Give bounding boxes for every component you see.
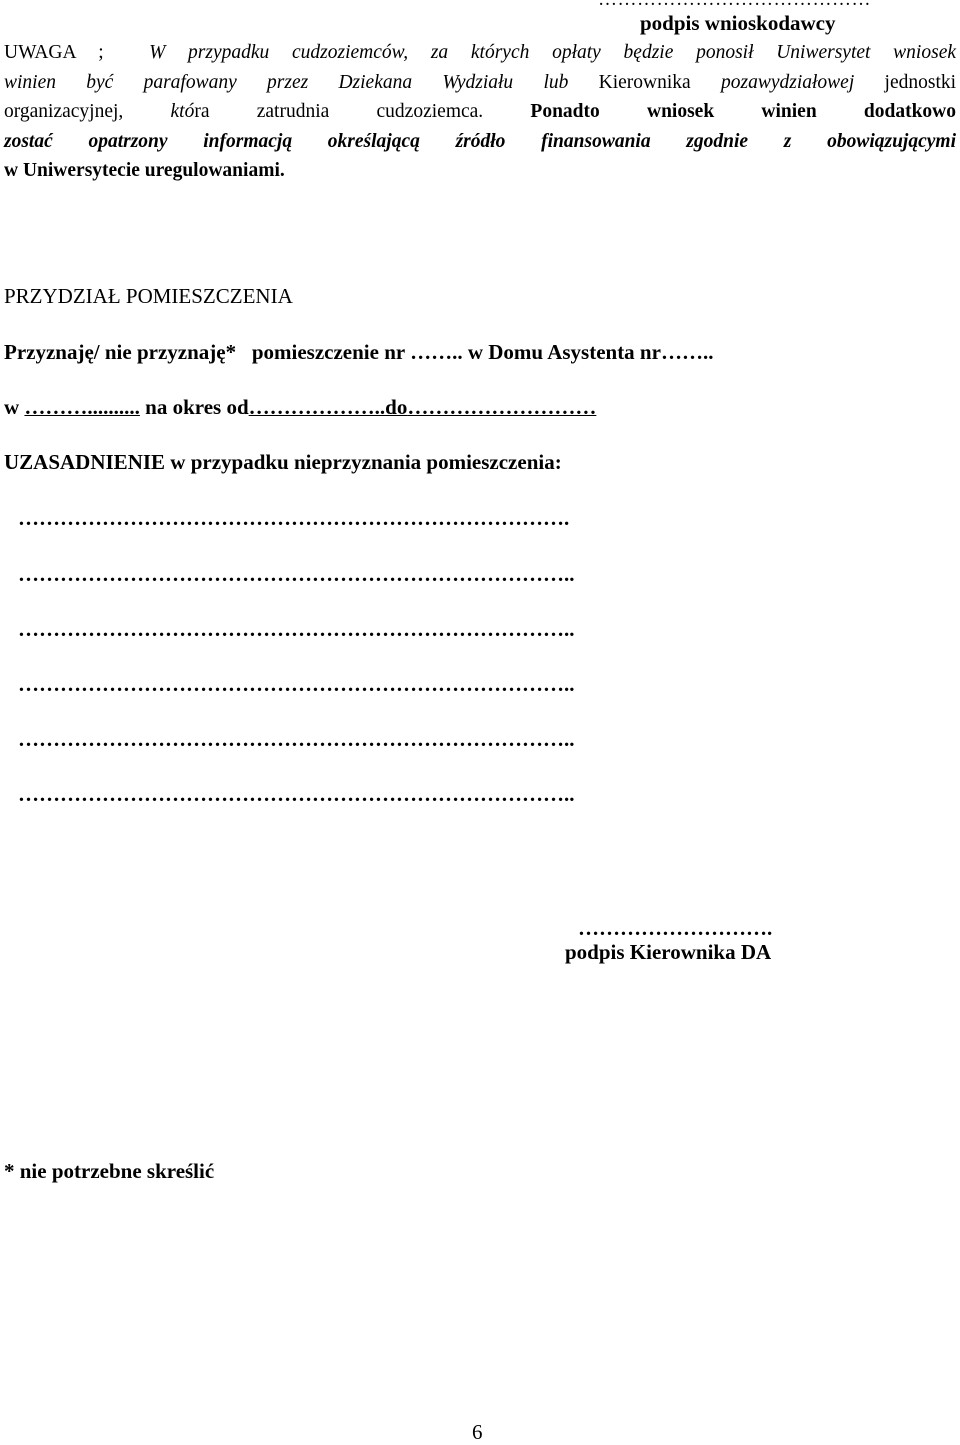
note-text-3e: Ponadto wniosek winien dodatkowo	[530, 101, 957, 122]
note-text-2b: Kierownika	[598, 71, 691, 93]
applicant-signature-label: podpis wnioskodawcy	[640, 11, 836, 35]
note-paragraph	[4, 38, 956, 186]
justification-line: ……………………………………………………………………..	[18, 782, 575, 806]
allocation-line-1	[4, 340, 713, 365]
note-line-2	[4, 68, 956, 98]
justification-line: ……………………………………………………………………..	[18, 617, 575, 641]
assistant-house-label: …….. w Domu Asystenta nr	[410, 340, 661, 364]
justification-line: ……………………………………………………………………..	[18, 562, 575, 586]
note-text-3a: organizacyjnej,	[4, 101, 124, 122]
location-label: w	[4, 395, 20, 419]
justification-title: UZASADNIENIE w przypadku nieprzyznania pomieszczenia:	[4, 450, 562, 474]
manager-signature-label: podpis Kierownika DA	[565, 940, 772, 964]
note-text-3b: któ	[170, 101, 195, 122]
period-to-field: ………………………	[407, 395, 597, 419]
grant-option-text: Przyznaję/ nie przyznaję*	[4, 340, 237, 364]
room-number-label: pomieszczenie nr	[251, 340, 405, 364]
manager-signature-dots: ……………………….	[578, 916, 773, 940]
period-from-field: ………………..do	[248, 395, 408, 419]
note-line-5: w Uniwersytecie uregulowaniami.	[4, 160, 285, 181]
note-text-3c: ra	[194, 101, 210, 122]
footnote: * nie potrzebne skreślić	[4, 1159, 215, 1183]
note-text-1: W przypadku cudzoziemców, za których opłaty będzie ponosił Uniwersytet wniosek	[149, 42, 957, 63]
allocation-line-2	[4, 395, 596, 420]
note-text-2c: pozawydziałowej	[720, 71, 855, 93]
period-from-label: na okres od	[145, 395, 249, 419]
note-prefix: UWAGA ;	[4, 42, 104, 63]
justification-line: ……………………………………………………………………..	[18, 727, 575, 751]
justification-line: ……………………………………………………………………..	[18, 672, 575, 696]
note-line-3	[4, 97, 956, 127]
note-text-3d: zatrudnia cudzoziemca.	[256, 101, 484, 122]
note-text-2a: winien być parafowany przez Dziekana Wydziału lub	[4, 71, 569, 93]
justification-line: …………………………………………………………………….	[18, 506, 570, 530]
assistant-house-number-field: ……..	[660, 340, 714, 364]
note-line-4: zostać opatrzony informacją określającą źródło finansowania zgodnie z obowiązującymi	[4, 130, 956, 152]
note-line-1	[4, 38, 956, 68]
applicant-signature-dots	[598, 0, 871, 11]
note-text-2d: jednostki	[884, 71, 957, 93]
location-field: ………..........	[24, 395, 140, 419]
page-number: 6	[472, 1420, 483, 1444]
allocation-title: PRZYDZIAŁ POMIESZCZENIA	[4, 284, 293, 308]
